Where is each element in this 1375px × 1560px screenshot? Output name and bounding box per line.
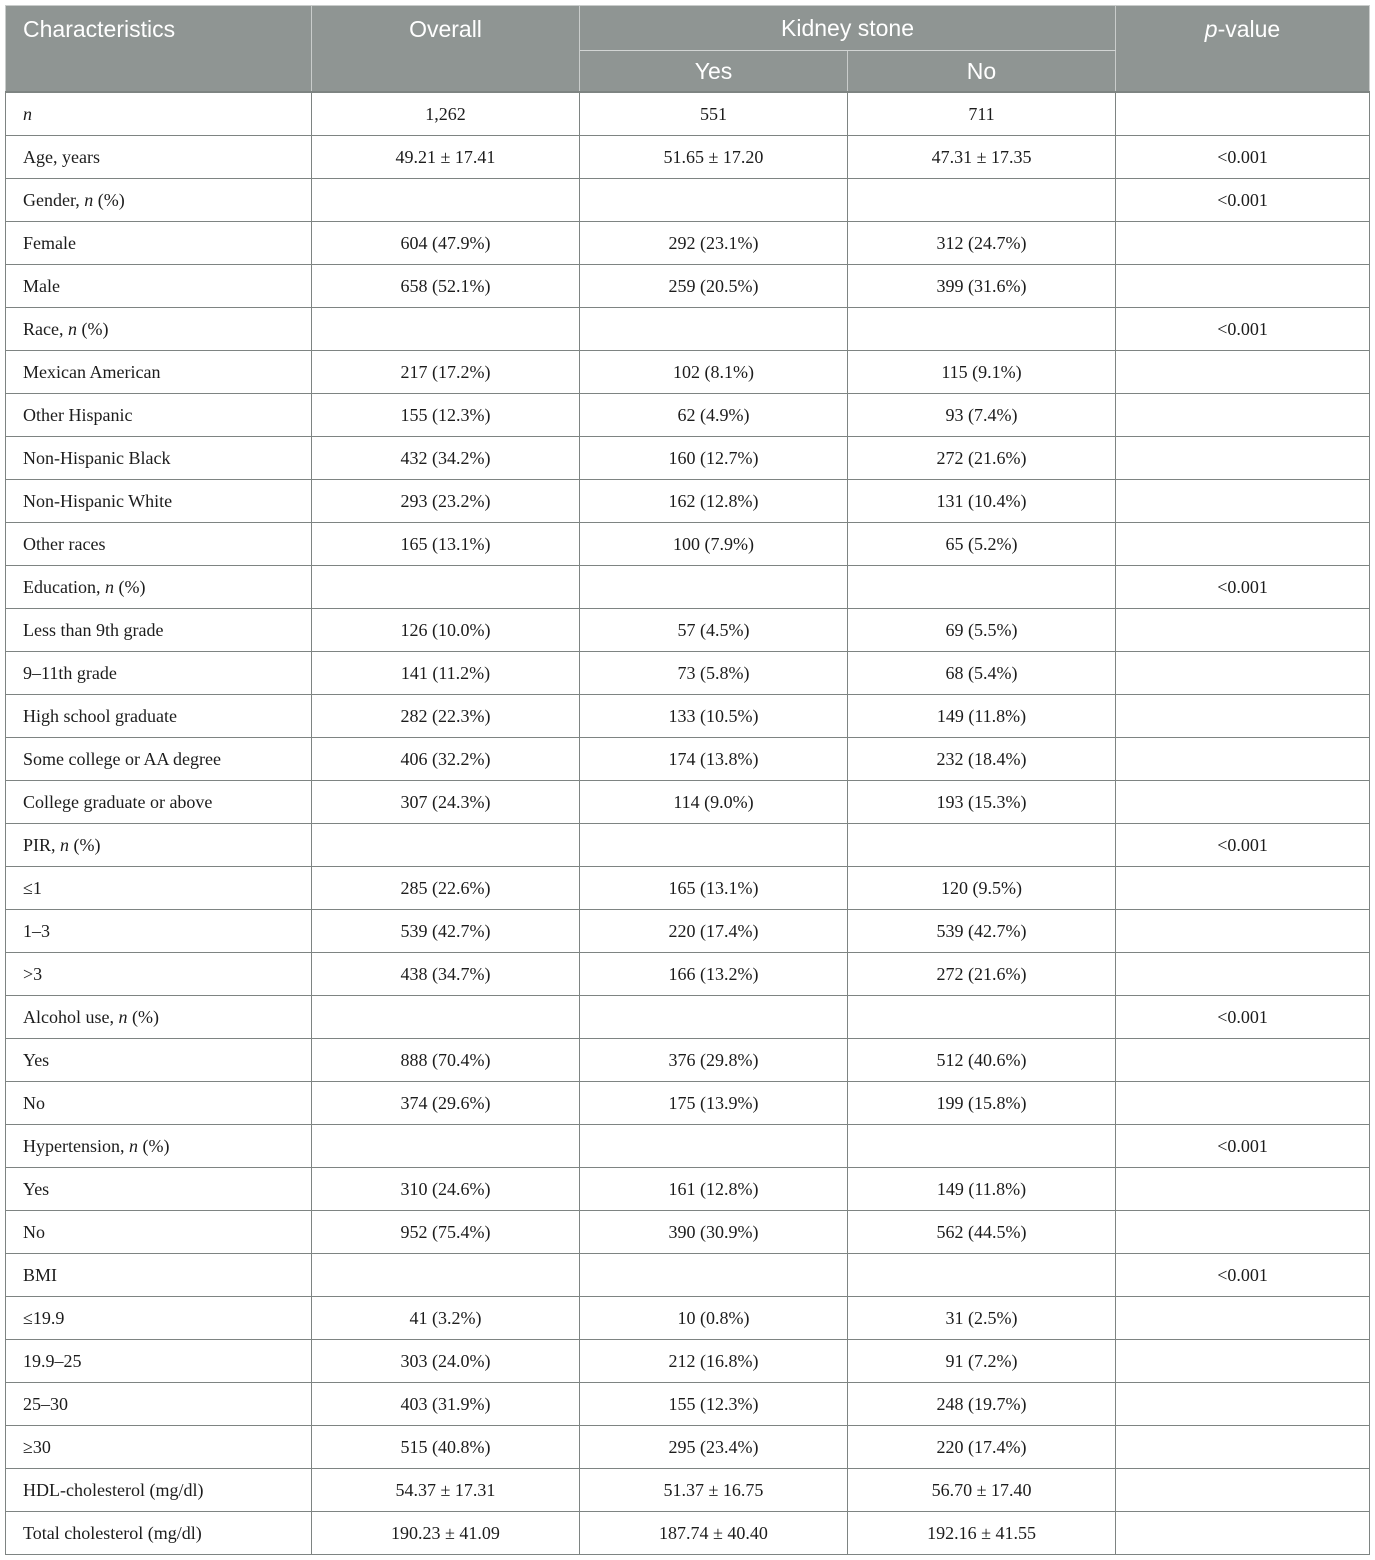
- cell-yes: 174 (13.8%): [580, 738, 848, 781]
- cell-overall: 303 (24.0%): [312, 1340, 580, 1383]
- table-row: [6, 867, 1370, 910]
- header-no: No: [848, 51, 1116, 93]
- cell-p-value: [1116, 652, 1370, 695]
- cell-overall: [312, 824, 580, 867]
- cell-overall: 282 (22.3%): [312, 695, 580, 738]
- row-label-suffix: (%): [127, 1006, 159, 1027]
- cell-p-value: [1116, 1512, 1370, 1555]
- cell-yes: [580, 1125, 848, 1168]
- cell-no: [848, 308, 1116, 351]
- cell-no: [848, 824, 1116, 867]
- cell-no: 56.70 ± 17.40: [848, 1469, 1116, 1512]
- cell-p-value: [1116, 394, 1370, 437]
- cell-overall: 406 (32.2%): [312, 738, 580, 781]
- row-label-label: Some college or AA degree: [23, 748, 221, 769]
- row-label-label: Non-Hispanic Black: [23, 447, 171, 468]
- cell-no: 312 (24.7%): [848, 222, 1116, 265]
- cell-no: 120 (9.5%): [848, 867, 1116, 910]
- table-row: [6, 1297, 1370, 1340]
- cell-overall: 165 (13.1%): [312, 523, 580, 566]
- row-label-label: Male: [23, 275, 60, 296]
- table-row: [6, 1469, 1370, 1512]
- cell-yes: 155 (12.3%): [580, 1383, 848, 1426]
- cell-yes: [580, 179, 848, 222]
- cell-overall: 155 (12.3%): [312, 394, 580, 437]
- row-label: [6, 92, 312, 136]
- row-label-label: 1–3: [23, 920, 50, 941]
- table-row: [6, 1211, 1370, 1254]
- cell-no: 93 (7.4%): [848, 394, 1116, 437]
- row-label: [6, 910, 312, 953]
- cell-overall: 1,262: [312, 92, 580, 136]
- header-p-italic: p: [1204, 16, 1218, 42]
- row-label-label: ≤1: [23, 877, 42, 898]
- row-label: [6, 1340, 312, 1383]
- table-row: [6, 1168, 1370, 1211]
- row-label-italic: n: [128, 1135, 138, 1156]
- row-label: [6, 609, 312, 652]
- cell-p-value: [1116, 1168, 1370, 1211]
- row-label-italic: n: [118, 1006, 128, 1027]
- row-label-italic: n: [60, 834, 70, 855]
- cell-yes: [580, 824, 848, 867]
- cell-overall: [312, 179, 580, 222]
- cell-overall: [312, 566, 580, 609]
- cell-yes: [580, 996, 848, 1039]
- table-row: [6, 1340, 1370, 1383]
- cell-no: 69 (5.5%): [848, 609, 1116, 652]
- row-label: [6, 1297, 312, 1340]
- cell-overall: 285 (22.6%): [312, 867, 580, 910]
- row-label-label: Female: [23, 232, 76, 253]
- row-label-label: Yes: [23, 1178, 50, 1199]
- cell-yes: 100 (7.9%): [580, 523, 848, 566]
- row-label-label: Alcohol use,: [23, 1006, 119, 1027]
- row-label-label: Non-Hispanic White: [23, 490, 173, 511]
- row-label-italic: n: [84, 189, 94, 210]
- cell-yes: 220 (17.4%): [580, 910, 848, 953]
- cell-no: 562 (44.5%): [848, 1211, 1116, 1254]
- table-row: [6, 480, 1370, 523]
- cell-yes: 551: [580, 92, 848, 136]
- cell-overall: 539 (42.7%): [312, 910, 580, 953]
- cell-p-value: [1116, 910, 1370, 953]
- cell-no: 399 (31.6%): [848, 265, 1116, 308]
- row-label: [6, 1426, 312, 1469]
- table-row: [6, 652, 1370, 695]
- row-label: [6, 1039, 312, 1082]
- row-label-label: Mexican American: [23, 361, 161, 382]
- row-label: [6, 437, 312, 480]
- cell-overall: [312, 308, 580, 351]
- table-row: [6, 953, 1370, 996]
- cell-no: 272 (21.6%): [848, 437, 1116, 480]
- row-label-suffix: (%): [69, 834, 101, 855]
- row-label: [6, 1254, 312, 1297]
- cell-overall: 310 (24.6%): [312, 1168, 580, 1211]
- table-row: [6, 695, 1370, 738]
- row-label-label: 25–30: [23, 1393, 68, 1414]
- row-label: [6, 781, 312, 824]
- cell-overall: 515 (40.8%): [312, 1426, 580, 1469]
- row-label: [6, 523, 312, 566]
- row-label-label: BMI: [23, 1264, 58, 1285]
- header-p-value: [1116, 6, 1370, 93]
- cell-overall: [312, 1125, 580, 1168]
- row-label-label: Yes: [23, 1049, 50, 1070]
- cell-yes: 114 (9.0%): [580, 781, 848, 824]
- header-overall: Overall: [312, 6, 580, 93]
- row-label: [6, 738, 312, 781]
- cell-p-value: [1116, 781, 1370, 824]
- cell-overall: 432 (34.2%): [312, 437, 580, 480]
- table-row: [6, 1254, 1370, 1297]
- table-row: [6, 136, 1370, 179]
- row-label-suffix: (%): [93, 189, 125, 210]
- cell-no: 47.31 ± 17.35: [848, 136, 1116, 179]
- table-row: [6, 394, 1370, 437]
- cell-p-value: [1116, 1469, 1370, 1512]
- cell-p-value: [1116, 953, 1370, 996]
- row-label: [6, 652, 312, 695]
- row-label-label: ≥30: [23, 1436, 51, 1457]
- table-row: [6, 92, 1370, 136]
- table-row: [6, 1039, 1370, 1082]
- cell-yes: 295 (23.4%): [580, 1426, 848, 1469]
- cell-no: 31 (2.5%): [848, 1297, 1116, 1340]
- cell-overall: [312, 996, 580, 1039]
- row-label-suffix: (%): [137, 1135, 170, 1156]
- row-label: [6, 394, 312, 437]
- table-row: [6, 523, 1370, 566]
- cell-yes: 160 (12.7%): [580, 437, 848, 480]
- cell-no: [848, 1254, 1116, 1297]
- table-row: [6, 179, 1370, 222]
- cell-no: 193 (15.3%): [848, 781, 1116, 824]
- row-label-label: >3: [23, 963, 43, 984]
- table-row: [6, 566, 1370, 609]
- cell-p-value: [1116, 695, 1370, 738]
- row-label-label: ≤19.9: [23, 1307, 65, 1328]
- cell-p-value: [1116, 1383, 1370, 1426]
- cell-p-value: [1116, 1082, 1370, 1125]
- cell-yes: 51.65 ± 17.20: [580, 136, 848, 179]
- cell-yes: 51.37 ± 16.75: [580, 1469, 848, 1512]
- header-characteristics: Characteristics: [6, 6, 312, 93]
- table-row: [6, 609, 1370, 652]
- cell-no: [848, 179, 1116, 222]
- row-label-label: Other Hispanic: [23, 404, 133, 425]
- row-label-label: No: [23, 1092, 45, 1113]
- table-row: [6, 1383, 1370, 1426]
- cell-p-value: [1116, 738, 1370, 781]
- cell-p-value: [1116, 265, 1370, 308]
- cell-p-value: [1116, 437, 1370, 480]
- cell-yes: 57 (4.5%): [580, 609, 848, 652]
- row-label: [6, 480, 312, 523]
- table-row: [6, 910, 1370, 953]
- cell-yes: 133 (10.5%): [580, 695, 848, 738]
- cell-overall: 41 (3.2%): [312, 1297, 580, 1340]
- table-body: [6, 92, 1370, 1555]
- cell-no: 65 (5.2%): [848, 523, 1116, 566]
- row-label: [6, 308, 312, 351]
- cell-no: 149 (11.8%): [848, 695, 1116, 738]
- header-p-rest: -value: [1217, 16, 1281, 42]
- cell-p-value: [1116, 351, 1370, 394]
- cell-overall: 49.21 ± 17.41: [312, 136, 580, 179]
- cell-no: 91 (7.2%): [848, 1340, 1116, 1383]
- row-label-label: PIR,: [23, 834, 61, 855]
- cell-yes: 102 (8.1%): [580, 351, 848, 394]
- row-label-italic: n: [23, 103, 32, 124]
- cell-no: 131 (10.4%): [848, 480, 1116, 523]
- cell-p-value: [1116, 222, 1370, 265]
- cell-yes: 376 (29.8%): [580, 1039, 848, 1082]
- row-label-label: Gender,: [23, 189, 85, 210]
- cell-p-value: [1116, 1211, 1370, 1254]
- cell-p-value: [1116, 92, 1370, 136]
- table-row: [6, 265, 1370, 308]
- row-label: [6, 351, 312, 394]
- row-label: [6, 566, 312, 609]
- row-label-label: Hypertension,: [23, 1135, 129, 1156]
- cell-yes: [580, 308, 848, 351]
- row-label: [6, 265, 312, 308]
- table-header: [6, 6, 1370, 93]
- characteristics-table: [5, 5, 1370, 1555]
- row-label: [6, 1512, 312, 1555]
- row-label: [6, 1168, 312, 1211]
- cell-overall: 888 (70.4%): [312, 1039, 580, 1082]
- cell-overall: 54.37 ± 17.31: [312, 1469, 580, 1512]
- row-label: [6, 1082, 312, 1125]
- cell-no: 272 (21.6%): [848, 953, 1116, 996]
- table-row: [6, 781, 1370, 824]
- cell-p-value: [1116, 1340, 1370, 1383]
- cell-yes: [580, 1254, 848, 1297]
- row-label-label: Other races: [23, 533, 106, 554]
- cell-no: [848, 1125, 1116, 1168]
- cell-no: [848, 996, 1116, 1039]
- cell-p-value: <0.001: [1116, 308, 1370, 351]
- cell-no: 149 (11.8%): [848, 1168, 1116, 1211]
- cell-p-value: [1116, 609, 1370, 652]
- cell-overall: 307 (24.3%): [312, 781, 580, 824]
- table-row: [6, 824, 1370, 867]
- cell-yes: 10 (0.8%): [580, 1297, 848, 1340]
- cell-overall: 293 (23.2%): [312, 480, 580, 523]
- cell-overall: [312, 1254, 580, 1297]
- cell-no: 512 (40.6%): [848, 1039, 1116, 1082]
- cell-overall: 126 (10.0%): [312, 609, 580, 652]
- row-label: [6, 695, 312, 738]
- row-label: [6, 824, 312, 867]
- cell-yes: 161 (12.8%): [580, 1168, 848, 1211]
- cell-yes: 292 (23.1%): [580, 222, 848, 265]
- cell-p-value: [1116, 1039, 1370, 1082]
- cell-no: 68 (5.4%): [848, 652, 1116, 695]
- cell-yes: 166 (13.2%): [580, 953, 848, 996]
- cell-yes: [580, 566, 848, 609]
- cell-p-value: <0.001: [1116, 136, 1370, 179]
- header-yes: Yes: [580, 51, 848, 93]
- table-row: [6, 437, 1370, 480]
- cell-p-value: <0.001: [1116, 179, 1370, 222]
- cell-yes: 162 (12.8%): [580, 480, 848, 523]
- cell-no: 199 (15.8%): [848, 1082, 1116, 1125]
- row-label: [6, 179, 312, 222]
- cell-no: 248 (19.7%): [848, 1383, 1116, 1426]
- row-label: [6, 867, 312, 910]
- cell-overall: 403 (31.9%): [312, 1383, 580, 1426]
- cell-no: 192.16 ± 41.55: [848, 1512, 1116, 1555]
- row-label-label: Less than 9th grade: [23, 619, 164, 640]
- cell-p-value: [1116, 480, 1370, 523]
- row-label-italic: n: [67, 318, 77, 339]
- cell-yes: 175 (13.9%): [580, 1082, 848, 1125]
- cell-overall: 658 (52.1%): [312, 265, 580, 308]
- row-label: [6, 1469, 312, 1512]
- cell-no: 232 (18.4%): [848, 738, 1116, 781]
- cell-yes: 212 (16.8%): [580, 1340, 848, 1383]
- row-label-label: 9–11th grade: [23, 662, 117, 683]
- cell-overall: 217 (17.2%): [312, 351, 580, 394]
- cell-overall: 374 (29.6%): [312, 1082, 580, 1125]
- cell-overall: 952 (75.4%): [312, 1211, 580, 1254]
- cell-no: [848, 566, 1116, 609]
- table-row: [6, 1082, 1370, 1125]
- cell-no: 115 (9.1%): [848, 351, 1116, 394]
- row-label-italic: n: [104, 576, 114, 597]
- cell-p-value: [1116, 523, 1370, 566]
- row-label-label: 19.9–25: [23, 1350, 82, 1371]
- row-label-label: HDL-cholesterol (mg/dl): [23, 1479, 204, 1500]
- cell-p-value: <0.001: [1116, 1125, 1370, 1168]
- cell-no: 711: [848, 92, 1116, 136]
- cell-overall: 141 (11.2%): [312, 652, 580, 695]
- cell-overall: 438 (34.7%): [312, 953, 580, 996]
- cell-p-value: [1116, 867, 1370, 910]
- row-label-label: College graduate or above: [23, 791, 213, 812]
- cell-p-value: [1116, 1297, 1370, 1340]
- cell-p-value: <0.001: [1116, 824, 1370, 867]
- table-row: [6, 738, 1370, 781]
- row-label: [6, 1125, 312, 1168]
- row-label-suffix: (%): [76, 318, 109, 339]
- cell-yes: 390 (30.9%): [580, 1211, 848, 1254]
- table-row: [6, 351, 1370, 394]
- row-label-label: Total cholesterol (mg/dl): [23, 1522, 202, 1543]
- cell-overall: 190.23 ± 41.09: [312, 1512, 580, 1555]
- cell-p-value: <0.001: [1116, 566, 1370, 609]
- row-label: [6, 136, 312, 179]
- row-label-label: Age, years: [23, 146, 100, 167]
- row-label-label: Race,: [23, 318, 68, 339]
- cell-no: 220 (17.4%): [848, 1426, 1116, 1469]
- cell-yes: 259 (20.5%): [580, 265, 848, 308]
- cell-p-value: [1116, 1426, 1370, 1469]
- cell-p-value: <0.001: [1116, 996, 1370, 1039]
- row-label: [6, 1211, 312, 1254]
- row-label-suffix: (%): [113, 576, 146, 597]
- row-label-label: Education,: [23, 576, 105, 597]
- table-row: [6, 308, 1370, 351]
- cell-yes: 73 (5.8%): [580, 652, 848, 695]
- row-label-label: High school graduate: [23, 705, 177, 726]
- table-row: [6, 1125, 1370, 1168]
- table-row: [6, 1426, 1370, 1469]
- row-label: [6, 1383, 312, 1426]
- row-label: [6, 222, 312, 265]
- cell-yes: 187.74 ± 40.40: [580, 1512, 848, 1555]
- table-row: [6, 222, 1370, 265]
- cell-p-value: <0.001: [1116, 1254, 1370, 1297]
- cell-yes: 62 (4.9%): [580, 394, 848, 437]
- cell-yes: 165 (13.1%): [580, 867, 848, 910]
- row-label: [6, 953, 312, 996]
- row-label-label: No: [23, 1221, 45, 1242]
- cell-no: 539 (42.7%): [848, 910, 1116, 953]
- cell-overall: 604 (47.9%): [312, 222, 580, 265]
- table-row: [6, 1512, 1370, 1555]
- row-label: [6, 996, 312, 1039]
- table-row: [6, 996, 1370, 1039]
- header-kidney-stone: Kidney stone: [580, 6, 1116, 51]
